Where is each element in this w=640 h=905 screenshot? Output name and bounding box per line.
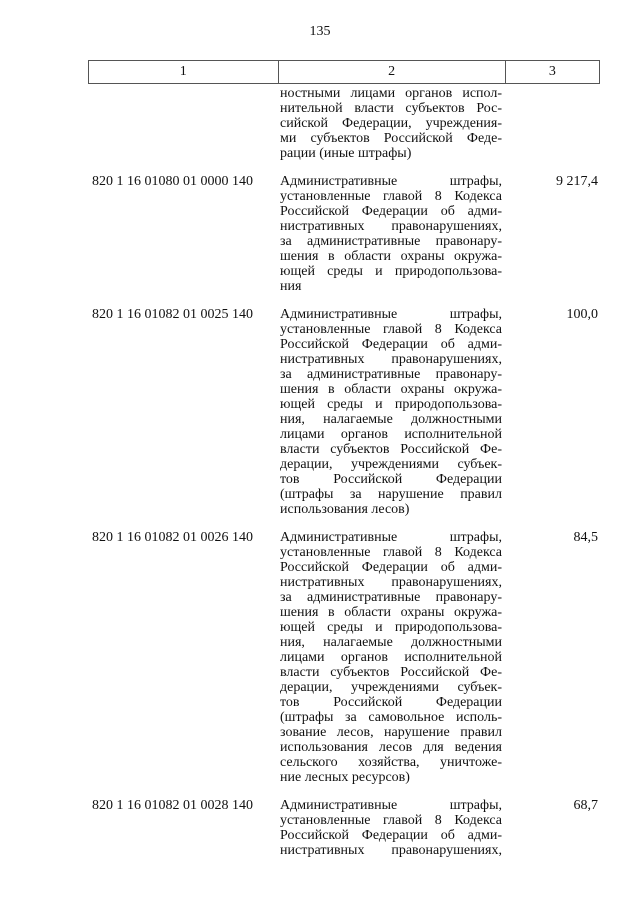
description-line: рации (иные штрафы) bbox=[280, 146, 412, 161]
continuation-description bbox=[280, 86, 502, 161]
table-row bbox=[0, 307, 640, 517]
row-description bbox=[280, 530, 502, 785]
column-header-3: 3 bbox=[505, 61, 599, 84]
description-line: нительной власти субъектов Рос- bbox=[280, 101, 502, 116]
description-line: шения в области охраны окружа- bbox=[280, 382, 502, 397]
description-line: Административные штрафы, bbox=[280, 307, 502, 322]
budget-code: 820 1 16 01082 01 0025 140 bbox=[92, 307, 253, 322]
description-line: ния bbox=[280, 279, 302, 294]
description-line: установленные главой 8 Кодекса bbox=[280, 813, 502, 828]
description-line: сийской Федерации, учреждения- bbox=[280, 116, 502, 131]
description-line: (штрафы за нарушение правил bbox=[280, 487, 502, 502]
description-line: ющей среды и природопользова- bbox=[280, 620, 502, 635]
description-line: установленные главой 8 Кодекса bbox=[280, 322, 502, 337]
description-line: тов Российской Федерации bbox=[280, 472, 502, 487]
description-line: Российской Федерации об адми- bbox=[280, 560, 502, 575]
row-description bbox=[280, 174, 502, 294]
description-line: установленные главой 8 Кодекса bbox=[280, 545, 502, 560]
amount-value: 68,7 bbox=[573, 798, 598, 813]
budget-code: 820 1 16 01080 01 0000 140 bbox=[92, 174, 253, 189]
table-row bbox=[0, 174, 640, 294]
page-number: 135 bbox=[309, 24, 331, 39]
description-line: ющей среды и природопользова- bbox=[280, 264, 502, 279]
description-line: тов Российской Федерации bbox=[280, 695, 502, 710]
description-line: сельского хозяйства, уничтоже- bbox=[280, 755, 502, 770]
description-line: ние лесных ресурсов) bbox=[280, 770, 410, 785]
description-line: ностными лицами органов испол- bbox=[280, 86, 502, 101]
amount-value: 84,5 bbox=[573, 530, 598, 545]
description-line: за административные правонару- bbox=[280, 234, 502, 249]
row-description bbox=[280, 307, 502, 517]
description-line: использования лесов для ведения bbox=[280, 740, 502, 755]
description-line: нистративных правонарушениях, bbox=[280, 843, 502, 858]
budget-code: 820 1 16 01082 01 0026 140 bbox=[92, 530, 253, 545]
description-line: нистративных правонарушениях, bbox=[280, 352, 502, 367]
budget-code: 820 1 16 01082 01 0028 140 bbox=[92, 798, 253, 813]
continuation-row bbox=[0, 86, 640, 161]
description-line: власти субъектов Российской Фе- bbox=[280, 442, 502, 457]
description-line: зование лесов, нарушение правил bbox=[280, 725, 502, 740]
description-line: Административные штрафы, bbox=[280, 530, 502, 545]
description-line: использования лесов) bbox=[280, 502, 410, 517]
amount-value: 100,0 bbox=[566, 307, 598, 322]
column-header-1: 1 bbox=[89, 61, 279, 84]
description-line: за административные правонару- bbox=[280, 590, 502, 605]
description-line: Российской Федерации об адми- bbox=[280, 204, 502, 219]
description-line: нистративных правонарушениях, bbox=[280, 575, 502, 590]
description-line: Российской Федерации об адми- bbox=[280, 828, 502, 843]
description-line: (штрафы за самовольное исполь- bbox=[280, 710, 502, 725]
description-line: за административные правонару- bbox=[280, 367, 502, 382]
description-line: ния, налагаемые должностными bbox=[280, 635, 502, 650]
description-line: шения в области охраны окружа- bbox=[280, 249, 502, 264]
description-line: Российской Федерации об адми- bbox=[280, 337, 502, 352]
description-line: власти субъектов Российской Фе- bbox=[280, 665, 502, 680]
column-header-table bbox=[88, 60, 600, 84]
row-description bbox=[280, 798, 502, 858]
description-line: дерации, учреждениями субъек- bbox=[280, 457, 502, 472]
column-header-row bbox=[89, 61, 600, 84]
description-line: установленные главой 8 Кодекса bbox=[280, 189, 502, 204]
description-line: ющей среды и природопользова- bbox=[280, 397, 502, 412]
description-line: ми субъектов Российской Феде- bbox=[280, 131, 502, 146]
table-row bbox=[0, 530, 640, 785]
document-body bbox=[0, 86, 640, 858]
description-line: Административные штрафы, bbox=[280, 174, 502, 189]
description-line: лицами органов исполнительной bbox=[280, 427, 502, 442]
description-line: Административные штрафы, bbox=[280, 798, 502, 813]
description-line: нистративных правонарушениях, bbox=[280, 219, 502, 234]
description-line: ния, налагаемые должностными bbox=[280, 412, 502, 427]
description-line: шения в области охраны окружа- bbox=[280, 605, 502, 620]
column-header-2: 2 bbox=[278, 61, 505, 84]
table-row bbox=[0, 798, 640, 858]
amount-value: 9 217,4 bbox=[556, 174, 598, 189]
description-line: лицами органов исполнительной bbox=[280, 650, 502, 665]
description-line: дерации, учреждениями субъек- bbox=[280, 680, 502, 695]
